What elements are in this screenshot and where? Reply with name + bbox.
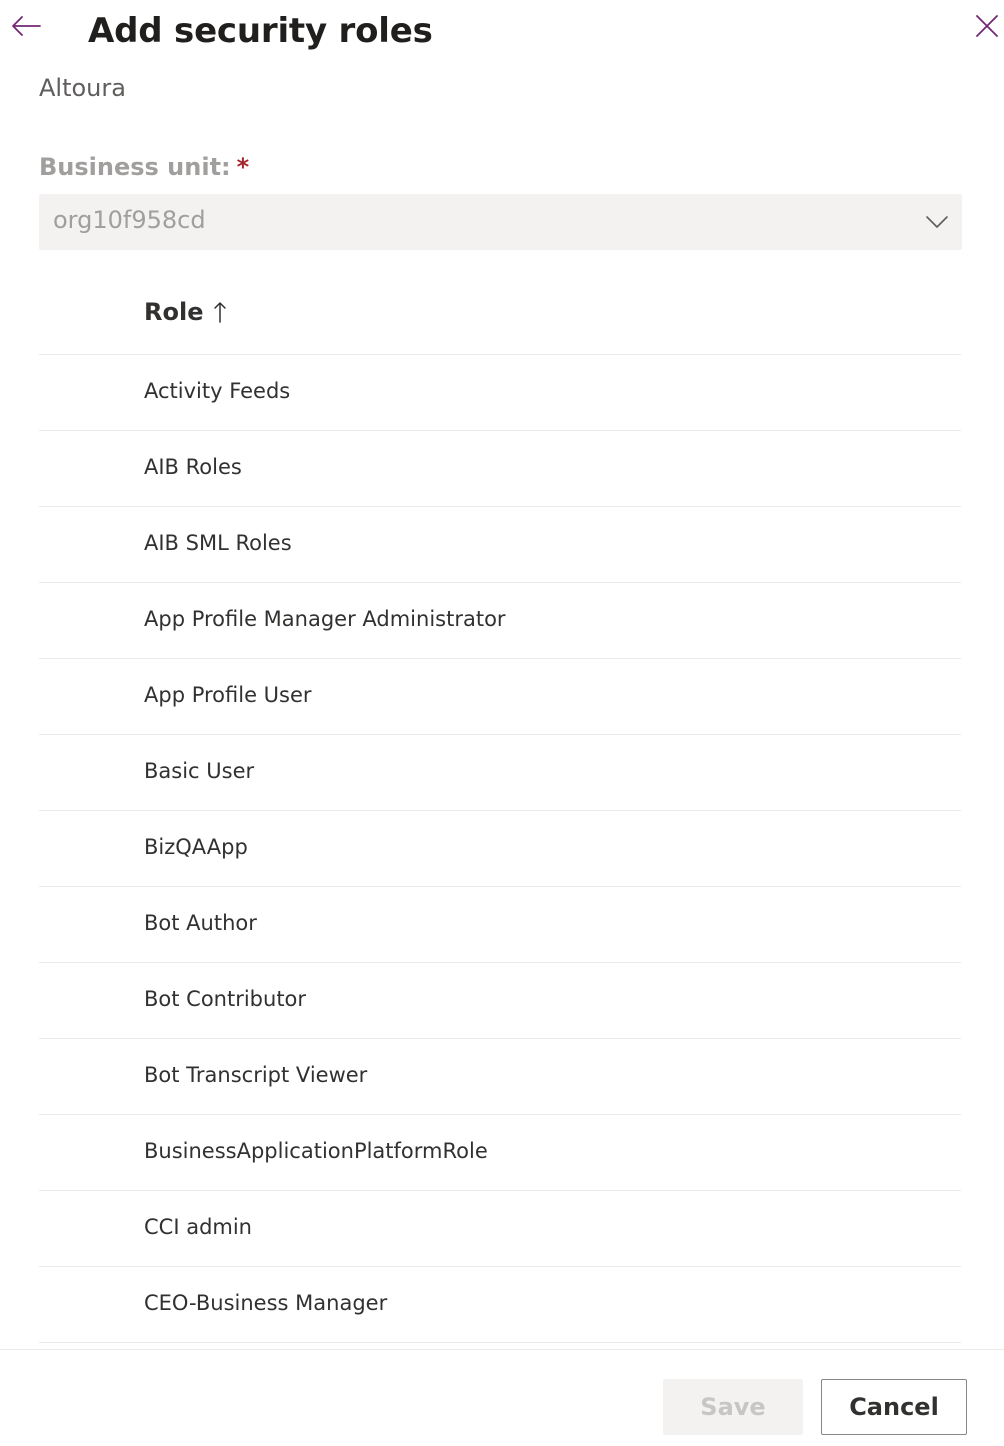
- role-name: App Profile Manager Administrator: [144, 607, 506, 631]
- role-name: Bot Contributor: [144, 987, 307, 1011]
- page-title: Add security roles: [88, 11, 433, 51]
- panel-subtitle: Altoura: [39, 74, 126, 102]
- cancel-button[interactable]: Cancel: [821, 1379, 967, 1435]
- role-name: CEO-Business Manager: [144, 1291, 388, 1315]
- table-row[interactable]: [39, 1115, 961, 1191]
- table-row[interactable]: [39, 963, 961, 1039]
- close-icon: [976, 15, 998, 41]
- table-row[interactable]: [39, 735, 961, 811]
- role-name: AIB SML Roles: [144, 531, 292, 555]
- panel-footer: [0, 1349, 1004, 1446]
- business-unit-value: org10f958cd: [53, 206, 206, 234]
- roles-grid: [39, 280, 961, 1343]
- column-header-label: Role: [144, 298, 204, 326]
- required-marker: *: [236, 153, 250, 181]
- table-row[interactable]: [39, 1039, 961, 1115]
- role-name: AIB Roles: [144, 455, 242, 479]
- table-row[interactable]: [39, 1267, 961, 1343]
- table-row[interactable]: [39, 583, 961, 659]
- save-button[interactable]: Save: [663, 1379, 803, 1435]
- close-button[interactable]: [968, 9, 1004, 47]
- business-unit-label-text: Business unit:: [39, 153, 231, 181]
- grid-body: [39, 355, 961, 1343]
- table-row[interactable]: [39, 355, 961, 431]
- business-unit-dropdown[interactable]: [39, 194, 962, 250]
- column-header-role[interactable]: [144, 298, 227, 326]
- role-name: Bot Author: [144, 911, 257, 935]
- table-row[interactable]: [39, 431, 961, 507]
- role-name: BusinessApplicationPlatformRole: [144, 1139, 488, 1163]
- table-row[interactable]: [39, 1191, 961, 1267]
- table-row[interactable]: [39, 507, 961, 583]
- table-row[interactable]: [39, 811, 961, 887]
- business-unit-label: [39, 153, 249, 181]
- role-name: BizQAApp: [144, 835, 248, 859]
- role-name: CCI admin: [144, 1215, 252, 1239]
- role-name: App Profile User: [144, 683, 312, 707]
- role-name: Bot Transcript Viewer: [144, 1063, 368, 1087]
- role-name: Basic User: [144, 759, 255, 783]
- arrow-left-icon: [10, 15, 42, 41]
- grid-header: [39, 280, 961, 355]
- table-row[interactable]: [39, 659, 961, 735]
- back-button[interactable]: [6, 8, 46, 48]
- role-name: Activity Feeds: [144, 379, 291, 403]
- table-row[interactable]: [39, 887, 961, 963]
- chevron-down-icon: [924, 210, 950, 234]
- arrow-up-icon: [213, 300, 227, 324]
- panel-header: [0, 0, 1004, 70]
